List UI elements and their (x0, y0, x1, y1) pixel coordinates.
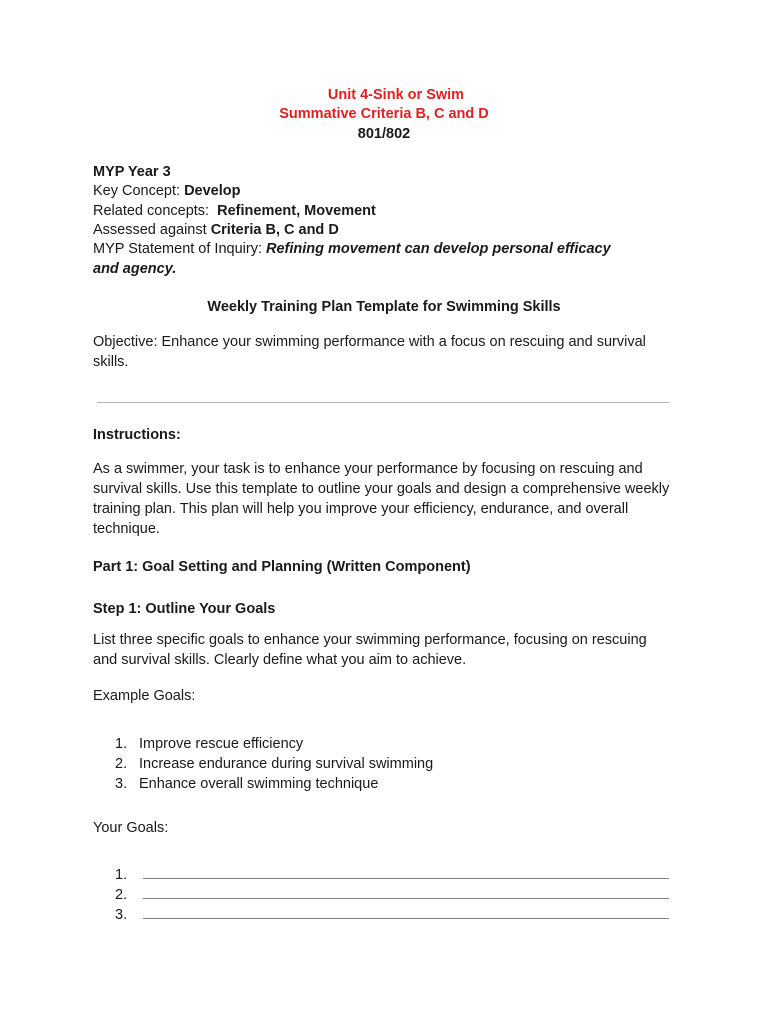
objective-text: Objective: Enhance your swimming performance with a focus on rescuing and survival skills. (93, 334, 646, 370)
list-number: 3. (115, 907, 128, 923)
instructions-heading: Instructions: (93, 427, 181, 443)
your-goals-label: Your Goals: (93, 820, 169, 836)
step1-text: List three specific goals to enhance your swimming performance, focusing on rescuing and survival skills. Clearly define what you aim to achieve. (93, 632, 647, 668)
inquiry-label: MYP Statement of Inquiry: (93, 241, 267, 257)
section-divider (97, 402, 669, 403)
instructions-text: As a swimmer, your task is to enhance your performance by focusing on rescuing and survival skills. Use this template to outline your goals and design a comprehensive weekly training plan. This plan will help you improve your efficiency, endurance, and overall technique. (93, 461, 670, 537)
list-item (93, 865, 673, 885)
example-goals-label: Example Goals: (93, 688, 196, 704)
related-concepts-value: Refinement, Movement (217, 203, 376, 219)
inquiry-value: Refining movement can develop personal efficacy (266, 241, 611, 257)
list-text: Improve rescue efficiency (139, 736, 304, 752)
key-concept-value: Develop (184, 183, 241, 199)
list-number: 2. (115, 756, 128, 772)
goal-3-blank-line[interactable] (143, 918, 669, 919)
goal-1-blank-line[interactable] (143, 878, 669, 879)
inquiry-value-cont: and agency. (93, 261, 177, 277)
part1-heading: Part 1: Goal Setting and Planning (Written Component) (93, 559, 471, 575)
goal-2-blank-line[interactable] (143, 898, 669, 899)
unit-title: Unit 4-Sink or Swim (327, 87, 465, 103)
criteria-title: Summative Criteria B, C and D (279, 106, 489, 122)
key-concept-line (93, 183, 241, 199)
assessed-label: Assessed against (93, 222, 211, 238)
related-concepts-line (93, 203, 376, 219)
related-concepts-label: Related concepts: (93, 203, 218, 219)
list-item (93, 885, 673, 905)
class-numbers: 801/802 (357, 126, 411, 142)
list-item (93, 905, 673, 925)
step1-heading: Step 1: Outline Your Goals (93, 601, 276, 617)
list-number: 1. (115, 736, 128, 752)
list-text: Increase endurance during survival swimming (139, 756, 434, 772)
list-number: 2. (115, 887, 128, 903)
list-number: 1. (115, 867, 128, 883)
key-concept-label: Key Concept: (93, 183, 185, 199)
inquiry-line (93, 241, 611, 257)
assessed-line (93, 222, 339, 238)
list-number: 3. (115, 776, 128, 792)
myp-year: MYP Year 3 (93, 164, 171, 180)
assessed-value: Criteria B, C and D (210, 222, 339, 238)
list-text: Enhance overall swimming technique (139, 776, 379, 792)
plan-title: Weekly Training Plan Template for Swimming Skills (207, 299, 561, 315)
